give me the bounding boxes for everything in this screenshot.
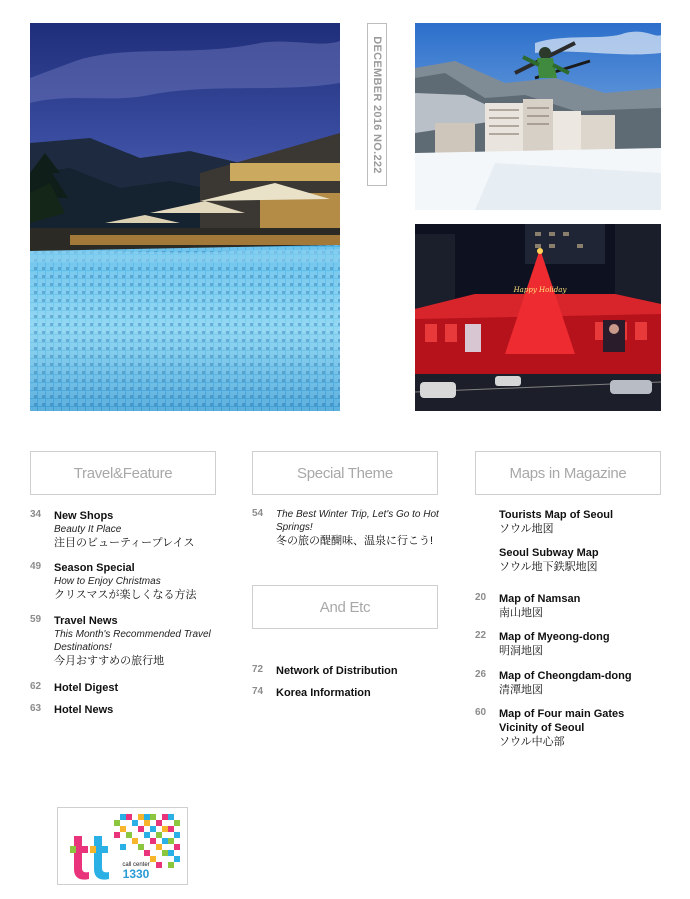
entry-japanese: 南山地図: [499, 607, 543, 619]
entry-japanese: ソウル地図: [499, 523, 554, 535]
entry-title: Korea Information: [276, 687, 371, 699]
page-number: 60: [475, 707, 487, 718]
toc-entry[interactable]: [475, 669, 665, 697]
entry-japanese: ソウル地下鉄駅地図: [499, 561, 598, 573]
toc-entry[interactable]: [30, 561, 230, 602]
toc-entry[interactable]: [30, 509, 230, 550]
page-number: 54: [252, 508, 264, 519]
section-and-etc: And Etc: [252, 585, 438, 629]
entry-japanese: 清潭地図: [499, 684, 543, 696]
entry-title: Map of Cheongdam-dong: [499, 670, 632, 682]
entry-title: Tourists Map of Seoul: [499, 509, 614, 521]
page-number: 59: [30, 614, 42, 625]
entry-subtitle: Beauty It Place: [54, 524, 122, 535]
ski-resort-photo: [415, 23, 661, 210]
entry-subtitle: The Best Winter Trip, Let's Go to Hot Springs!: [276, 509, 439, 533]
issue-label-box: [367, 23, 387, 186]
entry-title: Map of Four main Gates Vicinity of Seoul: [499, 708, 625, 734]
section-maps-in-magazine: Maps in Magazine: [475, 451, 661, 495]
page-number: 72: [252, 664, 264, 675]
entry-japanese: 冬の旅の醍醐味、温泉に行こう!: [276, 535, 434, 547]
entry-japanese: クリスマスが楽しくなる方法: [54, 589, 197, 601]
section-special-theme: Special Theme: [252, 451, 438, 495]
toc-entry[interactable]: [252, 508, 442, 548]
logo-text-number: 1330: [122, 867, 150, 881]
page-number: 20: [475, 592, 487, 603]
section-travel-feature: Travel&Feature: [30, 451, 216, 495]
page-number: 22: [475, 630, 487, 641]
toc-entry[interactable]: [475, 707, 665, 749]
christmas-store-photo: [415, 224, 661, 411]
entry-title: Map of Myeong-dong: [499, 631, 610, 643]
logo-text-small: call center: [122, 862, 150, 868]
entry-subtitle: How to Enjoy Christmas: [54, 576, 161, 587]
entry-japanese: 明洞地図: [499, 645, 543, 657]
entry-title: Hotel Digest: [54, 682, 119, 694]
entry-subtitle: This Month's Recommended Travel Destinations!: [54, 629, 211, 653]
toc-entry[interactable]: [30, 703, 230, 717]
resort-pool-photo: [30, 23, 340, 411]
toc-entry[interactable]: [252, 686, 452, 700]
entry-title: New Shops: [54, 510, 114, 522]
toc-entry[interactable]: [30, 681, 230, 695]
toc-entry[interactable]: [252, 664, 452, 678]
entry-title: Travel News: [54, 615, 118, 627]
sign-text: Happy Holiday: [513, 286, 567, 294]
entry-title: Seoul Subway Map: [499, 547, 599, 559]
toc-entry[interactable]: [475, 592, 665, 620]
page-number: 74: [252, 686, 264, 697]
entry-title: Hotel News: [54, 704, 114, 716]
page-number: 34: [30, 509, 42, 520]
issue-label: DECEMBER 2016 NO.222: [371, 35, 383, 174]
entry-title: Map of Namsan: [499, 593, 581, 605]
toc-entry[interactable]: [30, 614, 220, 668]
entry-japanese: ソウル中心部: [499, 736, 565, 748]
toc-entry[interactable]: [475, 630, 665, 658]
toc-entry[interactable]: [475, 546, 665, 574]
page-number: 26: [475, 669, 487, 680]
page-number: 63: [30, 703, 42, 714]
call-center-logo: [58, 808, 189, 886]
page-number: 62: [30, 681, 42, 692]
toc-entry[interactable]: [475, 508, 665, 536]
entry-title: Network of Distribution: [276, 665, 398, 677]
page-number: 49: [30, 561, 42, 572]
entry-japanese: 今月おすすめの旅行地: [54, 655, 165, 667]
entry-japanese: 注目のビューティープレイス: [54, 537, 195, 549]
entry-title: Season Special: [54, 562, 135, 574]
call-center-logo-box: [57, 807, 188, 885]
